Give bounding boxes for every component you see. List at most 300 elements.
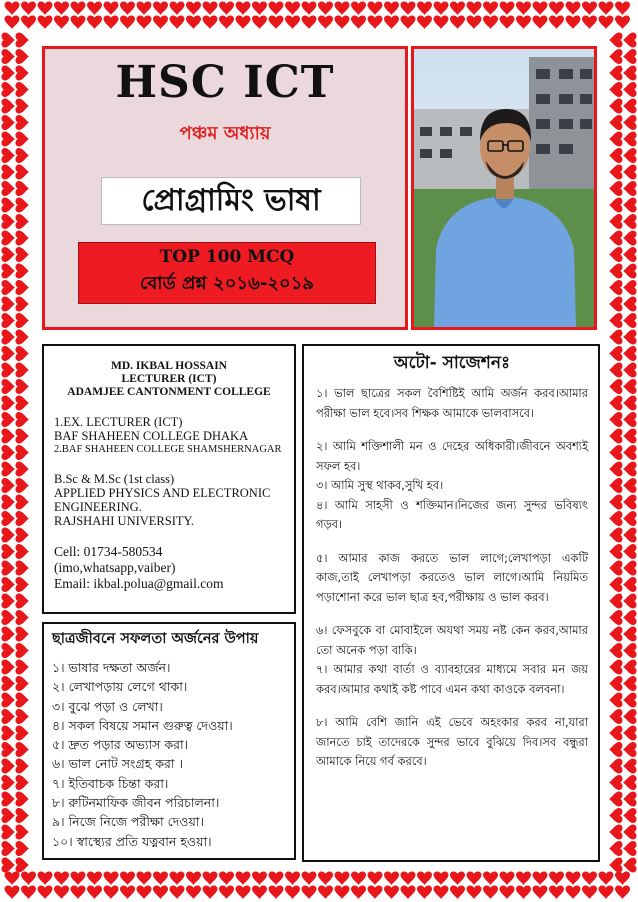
heart-icon xyxy=(623,33,637,48)
heart-icon xyxy=(609,396,623,411)
heart-icon xyxy=(582,1,597,15)
heart-icon xyxy=(137,15,152,29)
heart-icon xyxy=(368,1,383,15)
heart-icon xyxy=(15,231,29,246)
heart-icon xyxy=(623,148,637,163)
heart-icon xyxy=(269,1,284,15)
heart-icon xyxy=(609,594,623,609)
heart-icon xyxy=(609,577,623,592)
heart-icon xyxy=(609,148,623,163)
heart-icon xyxy=(483,885,498,899)
heart-icon xyxy=(285,871,300,885)
heart-icon xyxy=(623,346,637,361)
heart-icon xyxy=(623,660,637,675)
heart-icon xyxy=(1,132,15,147)
heart-icon xyxy=(137,885,152,899)
heart-icon xyxy=(15,99,29,114)
heart-icon xyxy=(1,808,15,823)
heart-icon xyxy=(1,495,15,510)
heart-icon xyxy=(203,885,218,899)
heart-icon xyxy=(318,15,333,29)
heart-icon xyxy=(516,15,531,29)
email-address: Email: ikbal.polua@gmail.com xyxy=(54,576,224,591)
heart-icon xyxy=(21,1,36,15)
heart-icon xyxy=(417,885,432,899)
heart-icon xyxy=(609,330,623,345)
list-item: ২। আমি শক্তিশালী মন ও দেহের অধিকারী।জীবনে অবশ্যই সফল হব। xyxy=(316,439,588,473)
heart-icon xyxy=(609,478,623,493)
heart-icon xyxy=(609,462,623,477)
heart-icon xyxy=(15,709,29,724)
heart-icon xyxy=(1,115,15,130)
list-item: ৯। নিজে নিজে পরীক্ষা দেওয়া। xyxy=(52,814,204,830)
heart-icon xyxy=(623,693,637,708)
list-item: ৫। দ্রুত পড়ার অভ্যাস করা। xyxy=(52,737,189,753)
heart-icon xyxy=(623,528,637,543)
heart-icon xyxy=(1,379,15,394)
heart-icon xyxy=(500,871,515,885)
heart-icon xyxy=(15,198,29,213)
topic-title: প্রোগ্রামিং ভাষা xyxy=(101,177,361,225)
heart-icon xyxy=(516,1,531,15)
cell-number: Cell: 01734-580534 xyxy=(54,544,163,559)
heart-icon xyxy=(500,885,515,899)
heart-icon xyxy=(153,1,168,15)
tips-title: ছাত্রজীবনে সফলতা অর্জনের উপায় xyxy=(52,631,259,647)
heart-icon xyxy=(623,181,637,196)
heart-icon xyxy=(549,871,564,885)
heart-icon xyxy=(252,885,267,899)
heart-icon xyxy=(434,885,449,899)
heart-icon xyxy=(15,676,29,691)
heart-icon xyxy=(1,165,15,180)
heart-icon xyxy=(1,313,15,328)
heart-icon xyxy=(15,610,29,625)
heart-icon xyxy=(38,1,53,15)
heart-icon xyxy=(623,726,637,741)
heart-icon xyxy=(1,231,15,246)
list-item: ৩। আমি সুস্থ থাকব,সুখি হব। xyxy=(316,478,444,492)
heart-icon xyxy=(252,871,267,885)
heart-icon xyxy=(1,363,15,378)
heart-icon xyxy=(623,132,637,147)
heart-icon xyxy=(1,825,15,840)
heart-icon xyxy=(5,885,20,899)
heart-icon xyxy=(609,99,623,114)
heart-icon xyxy=(483,15,498,29)
heart-icon xyxy=(15,379,29,394)
heart-icon xyxy=(623,709,637,724)
heart-icon xyxy=(269,871,284,885)
list-item: ৬। ভাল নোট সংগ্রহ করা । xyxy=(52,756,183,772)
heart-icon xyxy=(269,885,284,899)
heart-icon xyxy=(434,15,449,29)
heart-icon xyxy=(623,577,637,592)
heart-icon xyxy=(384,871,399,885)
heart-icon xyxy=(302,885,317,899)
list-item: ১০। স্বাস্থ্যের প্রতি যত্নবান হওয়া। xyxy=(52,833,212,849)
heart-icon xyxy=(615,871,630,885)
heart-icon xyxy=(120,1,135,15)
heart-icon xyxy=(351,1,366,15)
heart-icon xyxy=(15,693,29,708)
heart-icon xyxy=(609,379,623,394)
title-panel xyxy=(42,46,408,330)
heart-icon xyxy=(609,858,623,873)
heart-icon xyxy=(500,15,515,29)
heart-icon xyxy=(104,871,119,885)
heart-icon xyxy=(1,577,15,592)
heart-icon xyxy=(15,363,29,378)
heart-icon xyxy=(609,412,623,427)
heart-icon xyxy=(351,885,366,899)
heart-icon xyxy=(1,33,15,48)
heart-icon xyxy=(1,214,15,229)
heart-icon xyxy=(1,429,15,444)
heart-icon xyxy=(623,247,637,262)
heart-icon xyxy=(15,594,29,609)
heart-icon xyxy=(582,15,597,29)
heart-icon xyxy=(15,792,29,807)
degree: B.Sc & M.Sc (1st class) xyxy=(54,472,175,486)
heart-icon xyxy=(15,148,29,163)
heart-icon xyxy=(609,528,623,543)
experience-2: 2.BAF SHAHEEN COLLEGE SHAMSHERNAGAR xyxy=(54,444,282,455)
heart-icon xyxy=(15,528,29,543)
heart-icon xyxy=(623,231,637,246)
heart-icon xyxy=(21,871,36,885)
heart-icon xyxy=(1,660,15,675)
list-item: ৮। আমি বেশি জানি এই ভেবে অহংকার করব না,যারা জানতে চাই তাদেরকে সুন্দর ভাবে বুঝিয়ে দিব।সব বন্ধুরা আমাকে নিয়ে গর্ব করবে। xyxy=(316,715,588,768)
heart-icon xyxy=(609,214,623,229)
heart-icon xyxy=(186,1,201,15)
auto-suggestion-panel xyxy=(302,344,600,862)
heart-icon xyxy=(609,808,623,823)
experience-1-place: BAF SHAHEEN COLLEGE DHAKA xyxy=(54,429,249,443)
heart-icon xyxy=(623,412,637,427)
heart-icon xyxy=(302,1,317,15)
heart-icon xyxy=(500,1,515,15)
heart-icon xyxy=(15,544,29,559)
heart-icon xyxy=(599,1,614,15)
heart-icon xyxy=(1,676,15,691)
heart-icon xyxy=(15,511,29,526)
heart-icon xyxy=(417,871,432,885)
heart-icon xyxy=(15,841,29,856)
board-question-label: বোর্ড প্রশ্ন ২০১৬-২০১৯ xyxy=(139,272,315,294)
success-tips-panel xyxy=(42,622,296,860)
heart-icon xyxy=(38,885,53,899)
heart-icon xyxy=(15,825,29,840)
heart-icon xyxy=(615,15,630,29)
heart-icon xyxy=(1,280,15,295)
heart-icon xyxy=(533,1,548,15)
heart-icon xyxy=(384,15,399,29)
author-photo xyxy=(411,46,597,330)
heart-icon xyxy=(483,1,498,15)
heart-icon xyxy=(609,132,623,147)
heart-icon xyxy=(450,15,465,29)
auto-suggestion-title: অটো- সাজেশনঃ xyxy=(393,353,511,373)
heart-icon xyxy=(609,841,623,856)
heart-icon xyxy=(609,181,623,196)
heart-icon xyxy=(609,742,623,757)
mcq-title: TOP 100 MCQ xyxy=(159,246,295,267)
heart-icon xyxy=(401,1,416,15)
heart-icon xyxy=(609,33,623,48)
heart-icon xyxy=(170,885,185,899)
heart-icon xyxy=(609,825,623,840)
heart-icon xyxy=(15,115,29,130)
heart-icon xyxy=(516,871,531,885)
heart-icon xyxy=(335,871,350,885)
heart-icon xyxy=(137,871,152,885)
heart-icon xyxy=(516,885,531,899)
heart-icon xyxy=(1,610,15,625)
heart-icon xyxy=(623,742,637,757)
heart-icon xyxy=(609,660,623,675)
heart-icon xyxy=(450,1,465,15)
heart-icon xyxy=(533,15,548,29)
heart-icon xyxy=(566,871,581,885)
heart-icon xyxy=(623,280,637,295)
heart-icon xyxy=(120,15,135,29)
list-item: ৬। ফেসবুকে বা মোবাইলে অযথা সময় নষ্ট কেন করব,আমার তো অনেক পড়া বাকি। xyxy=(316,623,588,657)
heart-icon xyxy=(137,1,152,15)
heart-icon xyxy=(434,871,449,885)
heart-icon xyxy=(71,885,86,899)
author-info-panel xyxy=(42,344,296,614)
heart-icon xyxy=(450,885,465,899)
heart-icon xyxy=(401,871,416,885)
heart-icon xyxy=(623,297,637,312)
heart-icon xyxy=(120,871,135,885)
heart-icon xyxy=(252,1,267,15)
heart-icon xyxy=(87,1,102,15)
heart-icon xyxy=(54,15,69,29)
heart-icon xyxy=(203,871,218,885)
heart-icon xyxy=(417,15,432,29)
heart-icon xyxy=(623,561,637,576)
heart-icon xyxy=(236,885,251,899)
heart-icon xyxy=(609,49,623,64)
heart-icon xyxy=(609,561,623,576)
heart-icon xyxy=(1,775,15,790)
heart-icon xyxy=(609,429,623,444)
heart-icon xyxy=(1,264,15,279)
heart-icon xyxy=(1,709,15,724)
heart-icon xyxy=(609,165,623,180)
heart-icon xyxy=(269,15,284,29)
heart-icon xyxy=(609,363,623,378)
heart-icon xyxy=(71,1,86,15)
heart-icon xyxy=(623,511,637,526)
heart-icon xyxy=(318,1,333,15)
heart-icon xyxy=(384,1,399,15)
heart-icon xyxy=(15,742,29,757)
heart-icon xyxy=(467,871,482,885)
heart-icon xyxy=(609,709,623,724)
heart-icon xyxy=(203,1,218,15)
heart-icon xyxy=(582,885,597,899)
chapter-label: পঞ্চম অধ্যায় xyxy=(179,123,271,144)
heart-icon xyxy=(623,198,637,213)
heart-icon xyxy=(5,871,20,885)
heart-icon xyxy=(15,643,29,658)
heart-icon xyxy=(599,885,614,899)
person-photo-icon xyxy=(414,49,594,327)
heart-icon xyxy=(368,885,383,899)
heart-icon xyxy=(623,49,637,64)
heart-icon xyxy=(104,15,119,29)
heart-icon xyxy=(1,693,15,708)
heart-icon xyxy=(623,478,637,493)
heart-icon xyxy=(623,544,637,559)
heart-icon xyxy=(1,858,15,873)
heart-icon xyxy=(54,871,69,885)
heart-icon xyxy=(1,792,15,807)
heart-icon xyxy=(71,871,86,885)
heart-icon xyxy=(623,165,637,180)
heart-icon xyxy=(623,379,637,394)
heart-icon xyxy=(566,15,581,29)
university: RAJSHAHI UNIVERSITY. xyxy=(54,514,195,528)
heart-icon xyxy=(219,885,234,899)
heart-icon xyxy=(15,561,29,576)
heart-icon xyxy=(15,132,29,147)
heart-icon xyxy=(335,1,350,15)
heart-icon xyxy=(5,1,20,15)
heart-icon xyxy=(609,264,623,279)
heart-icon xyxy=(467,1,482,15)
heart-icon xyxy=(599,15,614,29)
list-item: ১। ভাল ছাত্রের সকল বৈশিষ্টিই আমি অর্জন করব।আমার পরীক্ষা ভাল হবে।সব শিক্ষক আমাকে ভালবাসবে। xyxy=(316,386,588,420)
heart-icon xyxy=(1,561,15,576)
heart-icon xyxy=(236,871,251,885)
heart-icon xyxy=(1,396,15,411)
list-item: ১। ভাষার দক্ষতা অর্জন। xyxy=(52,660,171,675)
heart-icon xyxy=(623,594,637,609)
heart-icon xyxy=(623,264,637,279)
heart-icon xyxy=(252,15,267,29)
heart-icon xyxy=(368,15,383,29)
heart-icon xyxy=(104,1,119,15)
mcq-banner xyxy=(78,242,376,304)
heart-icon xyxy=(186,15,201,29)
author-college: ADAMJEE CANTONMENT COLLEGE xyxy=(67,386,271,398)
heart-icon xyxy=(1,627,15,642)
heart-icon xyxy=(623,627,637,642)
heart-icon xyxy=(623,429,637,444)
heart-icon xyxy=(15,445,29,460)
heart-icon xyxy=(609,759,623,774)
heart-icon xyxy=(1,82,15,97)
heart-icon xyxy=(623,66,637,81)
heart-icon xyxy=(609,627,623,642)
heart-icon xyxy=(15,462,29,477)
heart-icon xyxy=(15,775,29,790)
department-line-1: APPLIED PHYSICS AND ELECTRONIC xyxy=(54,486,271,500)
heart-icon xyxy=(15,627,29,642)
heart-icon xyxy=(623,115,637,130)
heart-icon xyxy=(384,885,399,899)
heart-icon xyxy=(38,871,53,885)
heart-icon xyxy=(1,445,15,460)
heart-icon xyxy=(615,885,630,899)
heart-icon xyxy=(285,885,300,899)
list-item: ৪। সকল বিষয়ে সমান গুরুত্ব দেওয়া। xyxy=(52,717,233,733)
heart-icon xyxy=(38,15,53,29)
heart-icon xyxy=(15,66,29,81)
heart-icon xyxy=(609,231,623,246)
department-line-2: ENGINEERING. xyxy=(54,500,142,514)
heart-icon xyxy=(623,825,637,840)
heart-icon xyxy=(533,885,548,899)
heart-icon xyxy=(1,198,15,213)
heart-icon xyxy=(302,15,317,29)
heart-icon xyxy=(623,841,637,856)
heart-icon xyxy=(54,1,69,15)
heart-icon xyxy=(1,330,15,345)
heart-icon xyxy=(566,1,581,15)
heart-icon xyxy=(609,511,623,526)
heart-icon xyxy=(54,885,69,899)
heart-icon xyxy=(623,313,637,328)
heart-icon xyxy=(15,181,29,196)
heart-icon xyxy=(15,577,29,592)
heart-icon xyxy=(623,676,637,691)
heart-icon xyxy=(87,15,102,29)
heart-icon xyxy=(623,775,637,790)
heart-icon xyxy=(623,610,637,625)
heart-icon xyxy=(609,346,623,361)
heart-icon xyxy=(609,544,623,559)
heart-icon xyxy=(623,759,637,774)
heart-icon xyxy=(1,643,15,658)
heart-icon xyxy=(203,15,218,29)
heart-icon xyxy=(15,412,29,427)
heart-icon xyxy=(15,726,29,741)
heart-icon xyxy=(566,885,581,899)
heart-icon xyxy=(549,1,564,15)
heart-icon xyxy=(186,871,201,885)
heart-icon xyxy=(623,330,637,345)
heart-icon xyxy=(153,885,168,899)
heart-icon xyxy=(483,871,498,885)
heart-icon xyxy=(285,15,300,29)
heart-icon xyxy=(401,885,416,899)
heart-icon xyxy=(623,82,637,97)
heart-icon xyxy=(533,871,548,885)
heart-icon xyxy=(609,676,623,691)
heart-icon xyxy=(1,528,15,543)
heart-icon xyxy=(219,15,234,29)
heart-icon xyxy=(609,495,623,510)
heart-icon xyxy=(623,396,637,411)
heart-icon xyxy=(623,495,637,510)
heart-icon xyxy=(1,181,15,196)
heart-icon xyxy=(15,396,29,411)
experience-1: 1.EX. LECTURER (ICT) xyxy=(54,415,183,429)
heart-icon xyxy=(1,247,15,262)
heart-icon xyxy=(609,726,623,741)
heart-icon xyxy=(609,297,623,312)
heart-icon xyxy=(1,66,15,81)
heart-icon xyxy=(623,858,637,873)
heart-icon xyxy=(623,808,637,823)
heart-icon xyxy=(609,82,623,97)
heart-icon xyxy=(15,247,29,262)
